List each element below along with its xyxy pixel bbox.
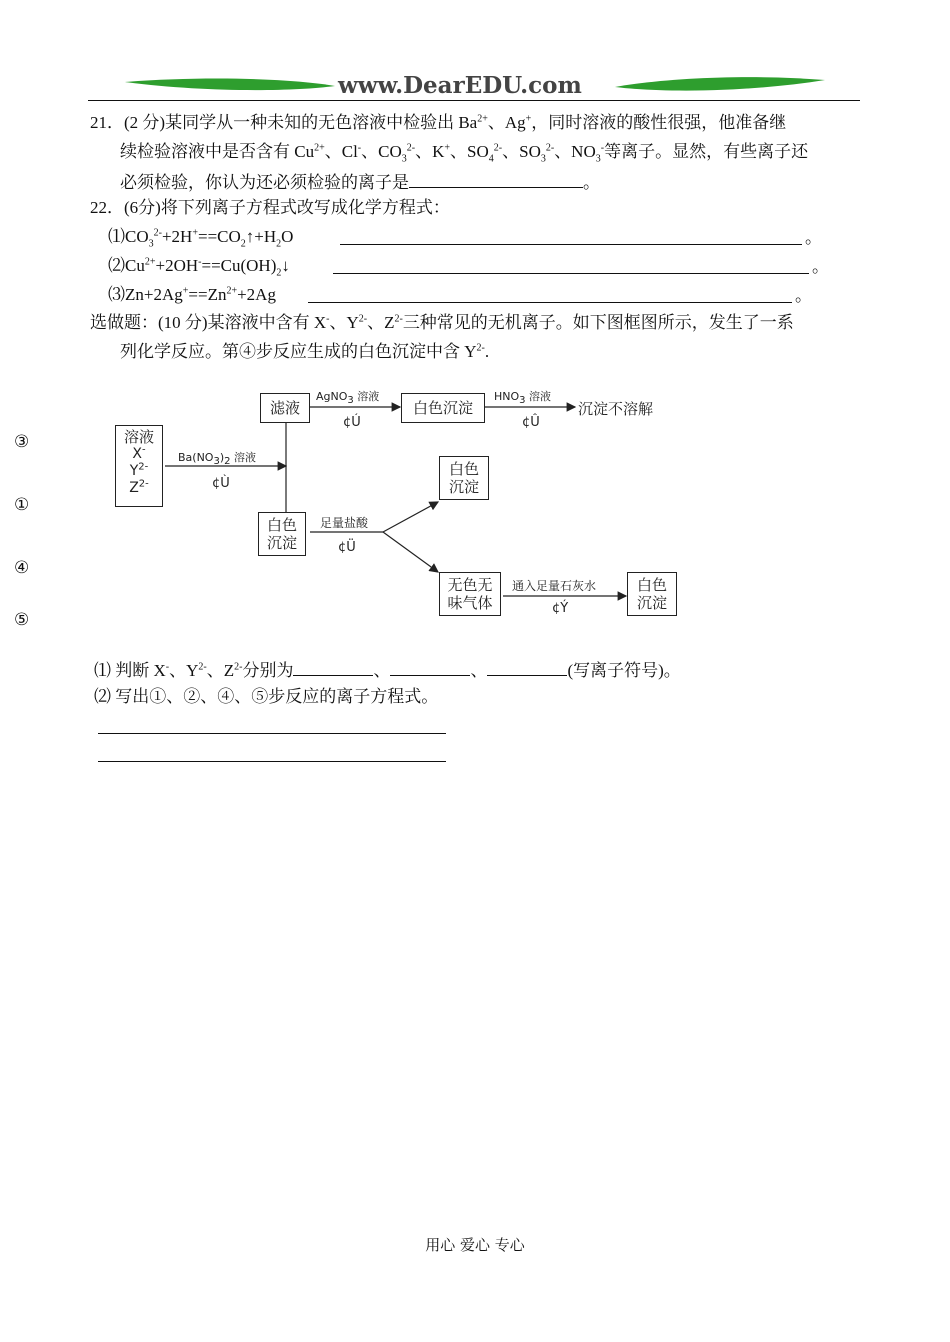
answer-line-1[interactable] [98, 733, 446, 734]
ion-x: X- [132, 444, 146, 462]
subq-1-sep-2: 、 [470, 661, 488, 680]
box-gas-label: 无色无味气体 [447, 576, 493, 612]
ion-z: $Z^{2-}$ [129, 478, 149, 496]
label-ba-step: ¢Ù [212, 476, 230, 491]
box-white-ppt-4-label: 白色沉淀 [636, 576, 667, 612]
q22-item-1-end: 。 [805, 228, 822, 247]
branch-down-line [383, 532, 438, 572]
flow-diagram [0, 0, 950, 640]
label-lime-step: ¢Ý [552, 601, 569, 616]
q21-line3-end: 。 [583, 173, 600, 192]
result-text: 沉淀不溶解 [578, 400, 654, 418]
q22-item-2-end: 。 [812, 257, 829, 276]
side-number-3: ③ [14, 432, 30, 452]
optional-line1: 选做题：(10 分)某溶液中含有 X-、$Y^{2-}$、$Z^{2-}$三种常见的无机离子。如下图框图所示，发生了一系 [90, 313, 794, 332]
q21-line3-text: 必须检验，你认为还必须检验的离子是 [120, 173, 409, 192]
box-white-ppt-3 [439, 456, 489, 500]
subq-1-blank-z[interactable] [487, 658, 567, 676]
side-number-4: ④ [14, 558, 30, 578]
flow-connectors [0, 0, 950, 640]
q22-item-1: $⑴CO_3^{2-}+2H^+==CO_2↑+H_2O$ [108, 227, 294, 250]
subq-1: ⑴ 判断 X-、$Y^{2-}$、$Z^{2-}$分别为 、 、 (写离子符号)。 [94, 658, 681, 681]
subq-2: ⑵ 写出①、②、④、⑤步反应的离子方程式。 [94, 687, 439, 706]
label-lime-reagent: 通入足量石灰水 [512, 579, 597, 593]
q22-title: 22．(6分)将下列离子方程式改写成化学方程式： [90, 198, 450, 217]
ion-y: $Y^{2-}$ [129, 461, 149, 479]
box-gas [439, 572, 501, 616]
subq-1-sep-1: 、 [373, 661, 391, 680]
q21-line2: 续检验溶液中是否含有 $Cu^{2+}$、Cl-、$CO_3^{2-}$、K+、$SO_4^{2-}$、$SO_3^{2-}$、$NO_3^-$等离子。显然，有些离子还 [120, 142, 809, 165]
label-ag-step: ¢Ú [343, 415, 361, 430]
footer-text: 用心 爱心 专心 [425, 1236, 525, 1254]
box-white-ppt-2-label: 白色沉淀 [266, 516, 297, 552]
box-filtrate: 滤液 [260, 393, 310, 423]
label-hno3-reagent: $HNO_3$ 溶液 [494, 390, 552, 407]
q22-item-2: $⑵Cu^{2+}+2OH^-==Cu(OH)_2↓$ [108, 256, 290, 279]
optional-line2: 列化学反应。第④步反应生成的白色沉淀中含 $Y^{2-}$. [120, 342, 490, 361]
q21-line1: 21．(2 分)某同学从一种未知的无色溶液中检验出 $Ba^{2+}$、Ag+，同时溶液的酸性很强，他准备继 [90, 113, 787, 132]
subq-1-end: (写离子符号)。 [567, 661, 681, 680]
subq-1-blank-x[interactable] [293, 658, 373, 676]
q22-item-3: $⑶Zn+2Ag^+==Zn^{2+}+2Ag$ [108, 285, 276, 304]
label-ag-reagent: AgNO$_3$ 溶液 [316, 390, 380, 407]
label-hno3-step: ¢Û [522, 415, 540, 430]
box-white-ppt-1: 白色沉淀 [401, 393, 485, 423]
box-white-ppt-3-label: 白色沉淀 [448, 460, 479, 496]
box-solution [115, 425, 163, 507]
q22-item-3-end: 。 [795, 286, 812, 305]
label-hcl-reagent: 足量盐酸 [320, 516, 369, 530]
box-solution-label: 溶液 [123, 428, 154, 446]
box-white-ppt-4 [627, 572, 677, 616]
box-white-ppt-2 [258, 512, 306, 556]
label-ba-reagent: $Ba(NO_3)_2$ 溶液 [178, 451, 257, 468]
label-hcl-step: ¢Ü [338, 540, 356, 555]
subq-1-blank-y[interactable] [390, 658, 470, 676]
side-number-5: ⑤ [14, 610, 30, 630]
logo-text: www.DearEDU.com [338, 72, 582, 99]
side-number-1: ① [14, 495, 30, 515]
branch-up-line [383, 502, 438, 532]
answer-line-2[interactable] [98, 761, 446, 762]
